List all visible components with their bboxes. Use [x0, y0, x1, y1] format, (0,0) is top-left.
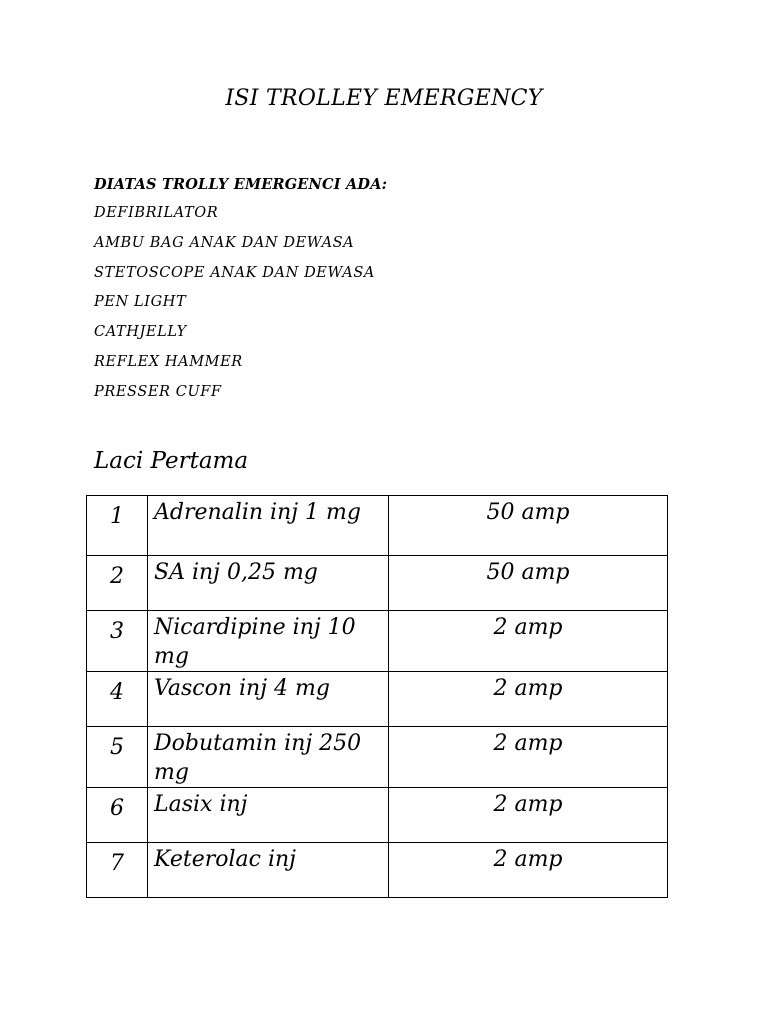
section-title: Laci Pertama: [94, 448, 249, 474]
drug-name: Adrenalin inj 1 mg: [148, 496, 389, 556]
drug-name: SA inj 0,25 mg: [148, 556, 389, 611]
list-item: PRESSER CUFF: [94, 383, 222, 400]
drug-name: Keterolac inj: [148, 843, 389, 898]
list-item: REFLEX HAMMER: [94, 353, 243, 370]
row-number: 3: [87, 611, 148, 672]
drug-name: Dobutamin inj 250 mg: [148, 727, 389, 788]
drug-name: Nicardipine inj 10 mg: [148, 611, 389, 672]
list-item: PEN LIGHT: [94, 294, 187, 311]
drug-quantity: 50 amp: [389, 496, 668, 556]
drug-quantity: 50 amp: [389, 556, 668, 611]
row-number: 5: [87, 727, 148, 788]
row-number: 6: [87, 788, 148, 843]
drug-quantity: 2 amp: [389, 672, 668, 727]
drug-quantity: 2 amp: [389, 788, 668, 843]
table-row: [87, 727, 668, 788]
table-row: [87, 496, 668, 556]
table-row: [87, 843, 668, 898]
drug-name: Lasix inj: [148, 788, 389, 843]
table-row: [87, 556, 668, 611]
list-item: CATHJELLY: [94, 324, 187, 341]
list-item: STETOSCOPE ANAK DAN DEWASA: [94, 264, 375, 281]
row-number: 7: [87, 843, 148, 898]
table-row: [87, 672, 668, 727]
table-row: [87, 788, 668, 843]
row-number: 4: [87, 672, 148, 727]
drug-quantity: 2 amp: [389, 843, 668, 898]
drug-table: [86, 495, 668, 898]
trolley-top-list: [94, 170, 387, 408]
drug-quantity: 2 amp: [389, 611, 668, 672]
row-number: 2: [87, 556, 148, 611]
drug-name: Vascon inj 4 mg: [148, 672, 389, 727]
list-heading: DIATAS TROLLY EMERGENCI ADA:: [94, 176, 388, 193]
page-title: ISI TROLLEY EMERGENCY: [225, 86, 543, 111]
table-row: [87, 611, 668, 672]
drug-quantity: 2 amp: [389, 727, 668, 788]
row-number: 1: [87, 496, 148, 556]
list-item: AMBU BAG ANAK DAN DEWASA: [94, 234, 355, 251]
list-item: DEFIBRILATOR: [94, 205, 219, 221]
